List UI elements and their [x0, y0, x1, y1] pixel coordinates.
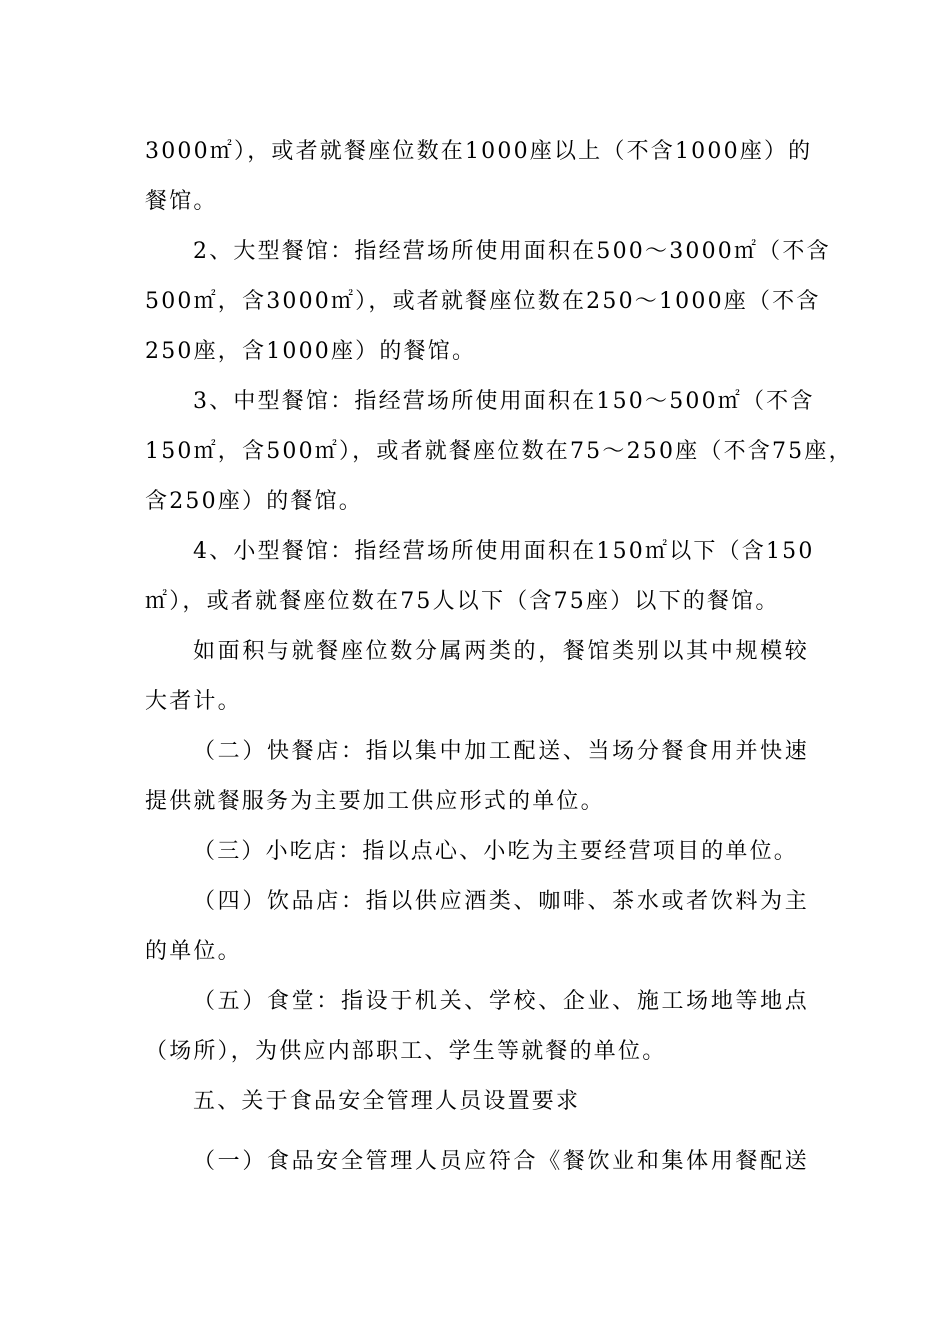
- text-line: 2、大型餐馆：指经营场所使用面积在500～3000㎡（不含: [193, 239, 831, 264]
- text-line: 的单位。: [145, 939, 242, 964]
- text-line: 3、中型餐馆：指经营场所使用面积在150～500㎡（不含: [193, 389, 815, 414]
- text-line: 大者计。: [145, 689, 242, 714]
- text-line: （二）快餐店：指以集中加工配送、当场分餐食用并快速: [193, 739, 809, 764]
- text-line: （场所），为供应内部职工、学生等就餐的单位。: [145, 1039, 667, 1064]
- text-line: 如面积与就餐座位数分属两类的，餐馆类别以其中规模较: [193, 639, 809, 664]
- text-line: 含250座）的餐馆。: [145, 489, 363, 514]
- text-line: （五）食堂：指设于机关、学校、企业、施工场地等地点: [193, 989, 809, 1014]
- text-line: （一）食品安全管理人员应符合《餐饮业和集体用餐配送: [193, 1149, 809, 1174]
- text-line: ㎡），或者就餐座位数在75人以下（含75座）以下的餐馆。: [145, 589, 780, 614]
- text-line: 餐馆。: [145, 189, 218, 214]
- text-line: 3000㎡），或者就餐座位数在1000座以上（不含1000座）的: [145, 139, 813, 164]
- text-line: 500㎡，含3000㎡），或者就餐座位数在250～1000座（不含: [145, 289, 821, 314]
- text-line: 250座，含1000座）的餐馆。: [145, 339, 477, 364]
- section-heading: 五、关于食品安全管理人员设置要求: [193, 1089, 581, 1114]
- text-line: （四）饮品店：指以供应酒类、咖啡、茶水或者饮料为主: [193, 889, 809, 914]
- text-line: （三）小吃店：指以点心、小吃为主要经营项目的单位。: [193, 839, 799, 864]
- text-line: 提供就餐服务为主要加工供应形式的单位。: [145, 789, 605, 814]
- text-line: 4、小型餐馆：指经营场所使用面积在150㎡以下（含150: [193, 539, 815, 564]
- text-line: 150㎡，含500㎡），或者就餐座位数在75～250座（不含75座，: [145, 439, 853, 464]
